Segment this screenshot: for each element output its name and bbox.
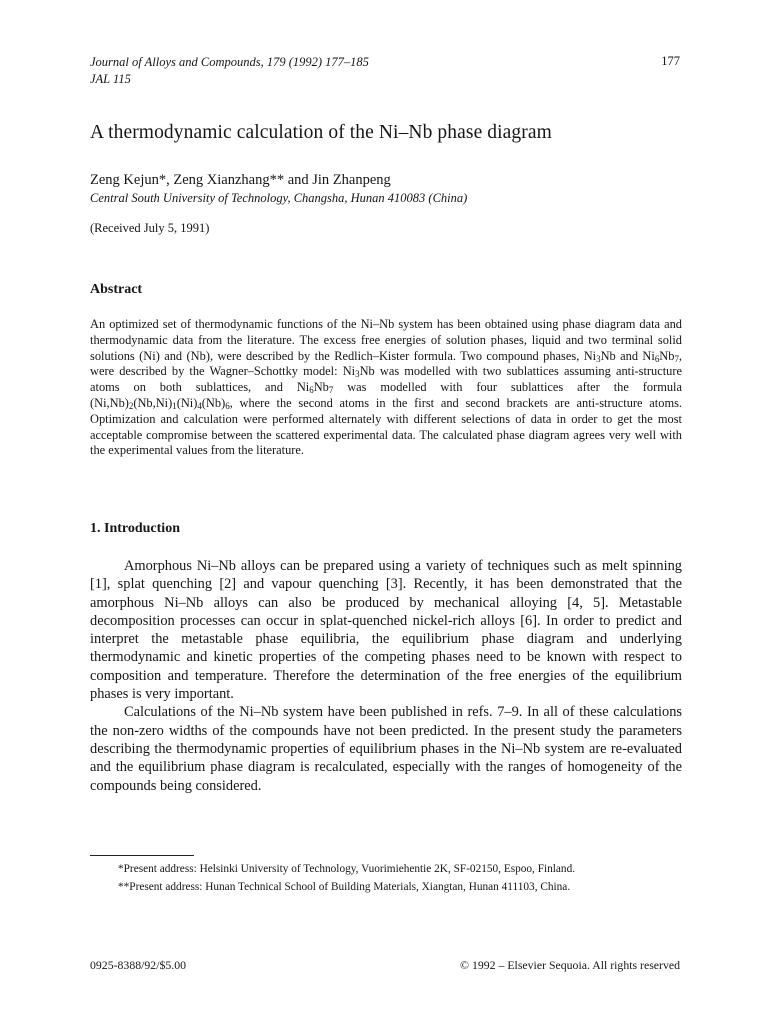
abstract-heading: Abstract [90,282,143,297]
page-number: 177 [661,54,680,68]
abstract-text: An optimized set of thermodynamic functions of the Ni–Nb system has been obtained using phase diagram data and thermodynamic data from the literature. The excess free energies of solution phases, liquid and two terminal solid solutions (Ni) and (Nb), were described by the Redlich–Kister formula. Two compound phases, $Ni_3Nb$ and $Ni_6Nb_7$, were described by the Wagner–Schottky model: $Ni_3Nb$ was modelled with two sublattices assuming anti-structure atoms on both sublattices, and $Ni_6Nb_7$ was modelled with four sublattices after the formula $(Ni,Nb)_2(Nb,Ni)_1(Ni)_4(Nb)_6$, where the second atoms in the first and second brackets are anti-structure atoms. Optimization and calculation were performed alternately with different selections of data in order to get the most acceptable compromise between the scattered experimental data. The calculated phase diagram agrees very well with the experimental values from the literature. [90,317,682,458]
issn-price: 0925-8388/92/$5.00 [90,958,187,972]
article-title: A thermodynamic calculation of the Ni–Nb phase diagram [90,122,552,143]
intro-paragraph-2: Calculations of the Ni–Nb system have been published in refs. 7–9. In all of these calculations the non-zero widths of the compounds have not been predicted. In the present study the parameters describing the thermodynamic properties of equilibrium phases in the Ni–Nb system are re-evaluated and the equilibrium phase diagram is recalculated, especially with the ranges of homogeneity of the compounds being considered. [90,704,682,794]
author-affiliation: Central South University of Technology, Changsha, Hunan 410083 (China) [90,191,468,205]
journal-line-2: JAL 115 [90,72,131,86]
journal-citation [90,54,369,88]
footnote-2: **Present address: Hunan Technical School of Building Materials, Xiangtan, Hunan 411103, China. [118,880,571,893]
footnotes [90,862,682,897]
footnote-rule [90,855,194,856]
intro-paragraph-1: Amorphous Ni–Nb alloys can be prepared using a variety of techniques such as melt spinning [1], splat quenching [2] and vapour quenching [3]. Recently, it has been demonstrated that the amorphous Ni–Nb alloys can also be produced by mechanical alloying [4, 5]. Metastable decomposition processes can occur in splat-quenched nickel-rich alloys [6]. In order to predict and interpret the metastable phase equilibria, the equilibrium phase diagram and underlying thermodynamic and kinetic properties of the competing phases need to be known with respect to composition and temperature. Therefore the determination of the free energies of the equilibrium phases is very important. [90,558,682,703]
introduction-body [90,557,682,795]
footnote-1: *Present address: Helsinki University of Technology, Vuorimiehentie 2K, SF-02150, Espoo, Finland. [118,863,576,875]
article-authors: Zeng Kejun*, Zeng Xianzhang** and Jin Zhanpeng [90,172,391,188]
received-date: (Received July 5, 1991) [90,221,210,235]
journal-line-1: Journal of Alloys and Compounds, 179 (1992) 177–185 [90,55,369,69]
copyright-notice: © 1992 – Elsevier Sequoia. All rights reserved [460,958,680,972]
introduction-heading: 1. Introduction [90,521,180,536]
